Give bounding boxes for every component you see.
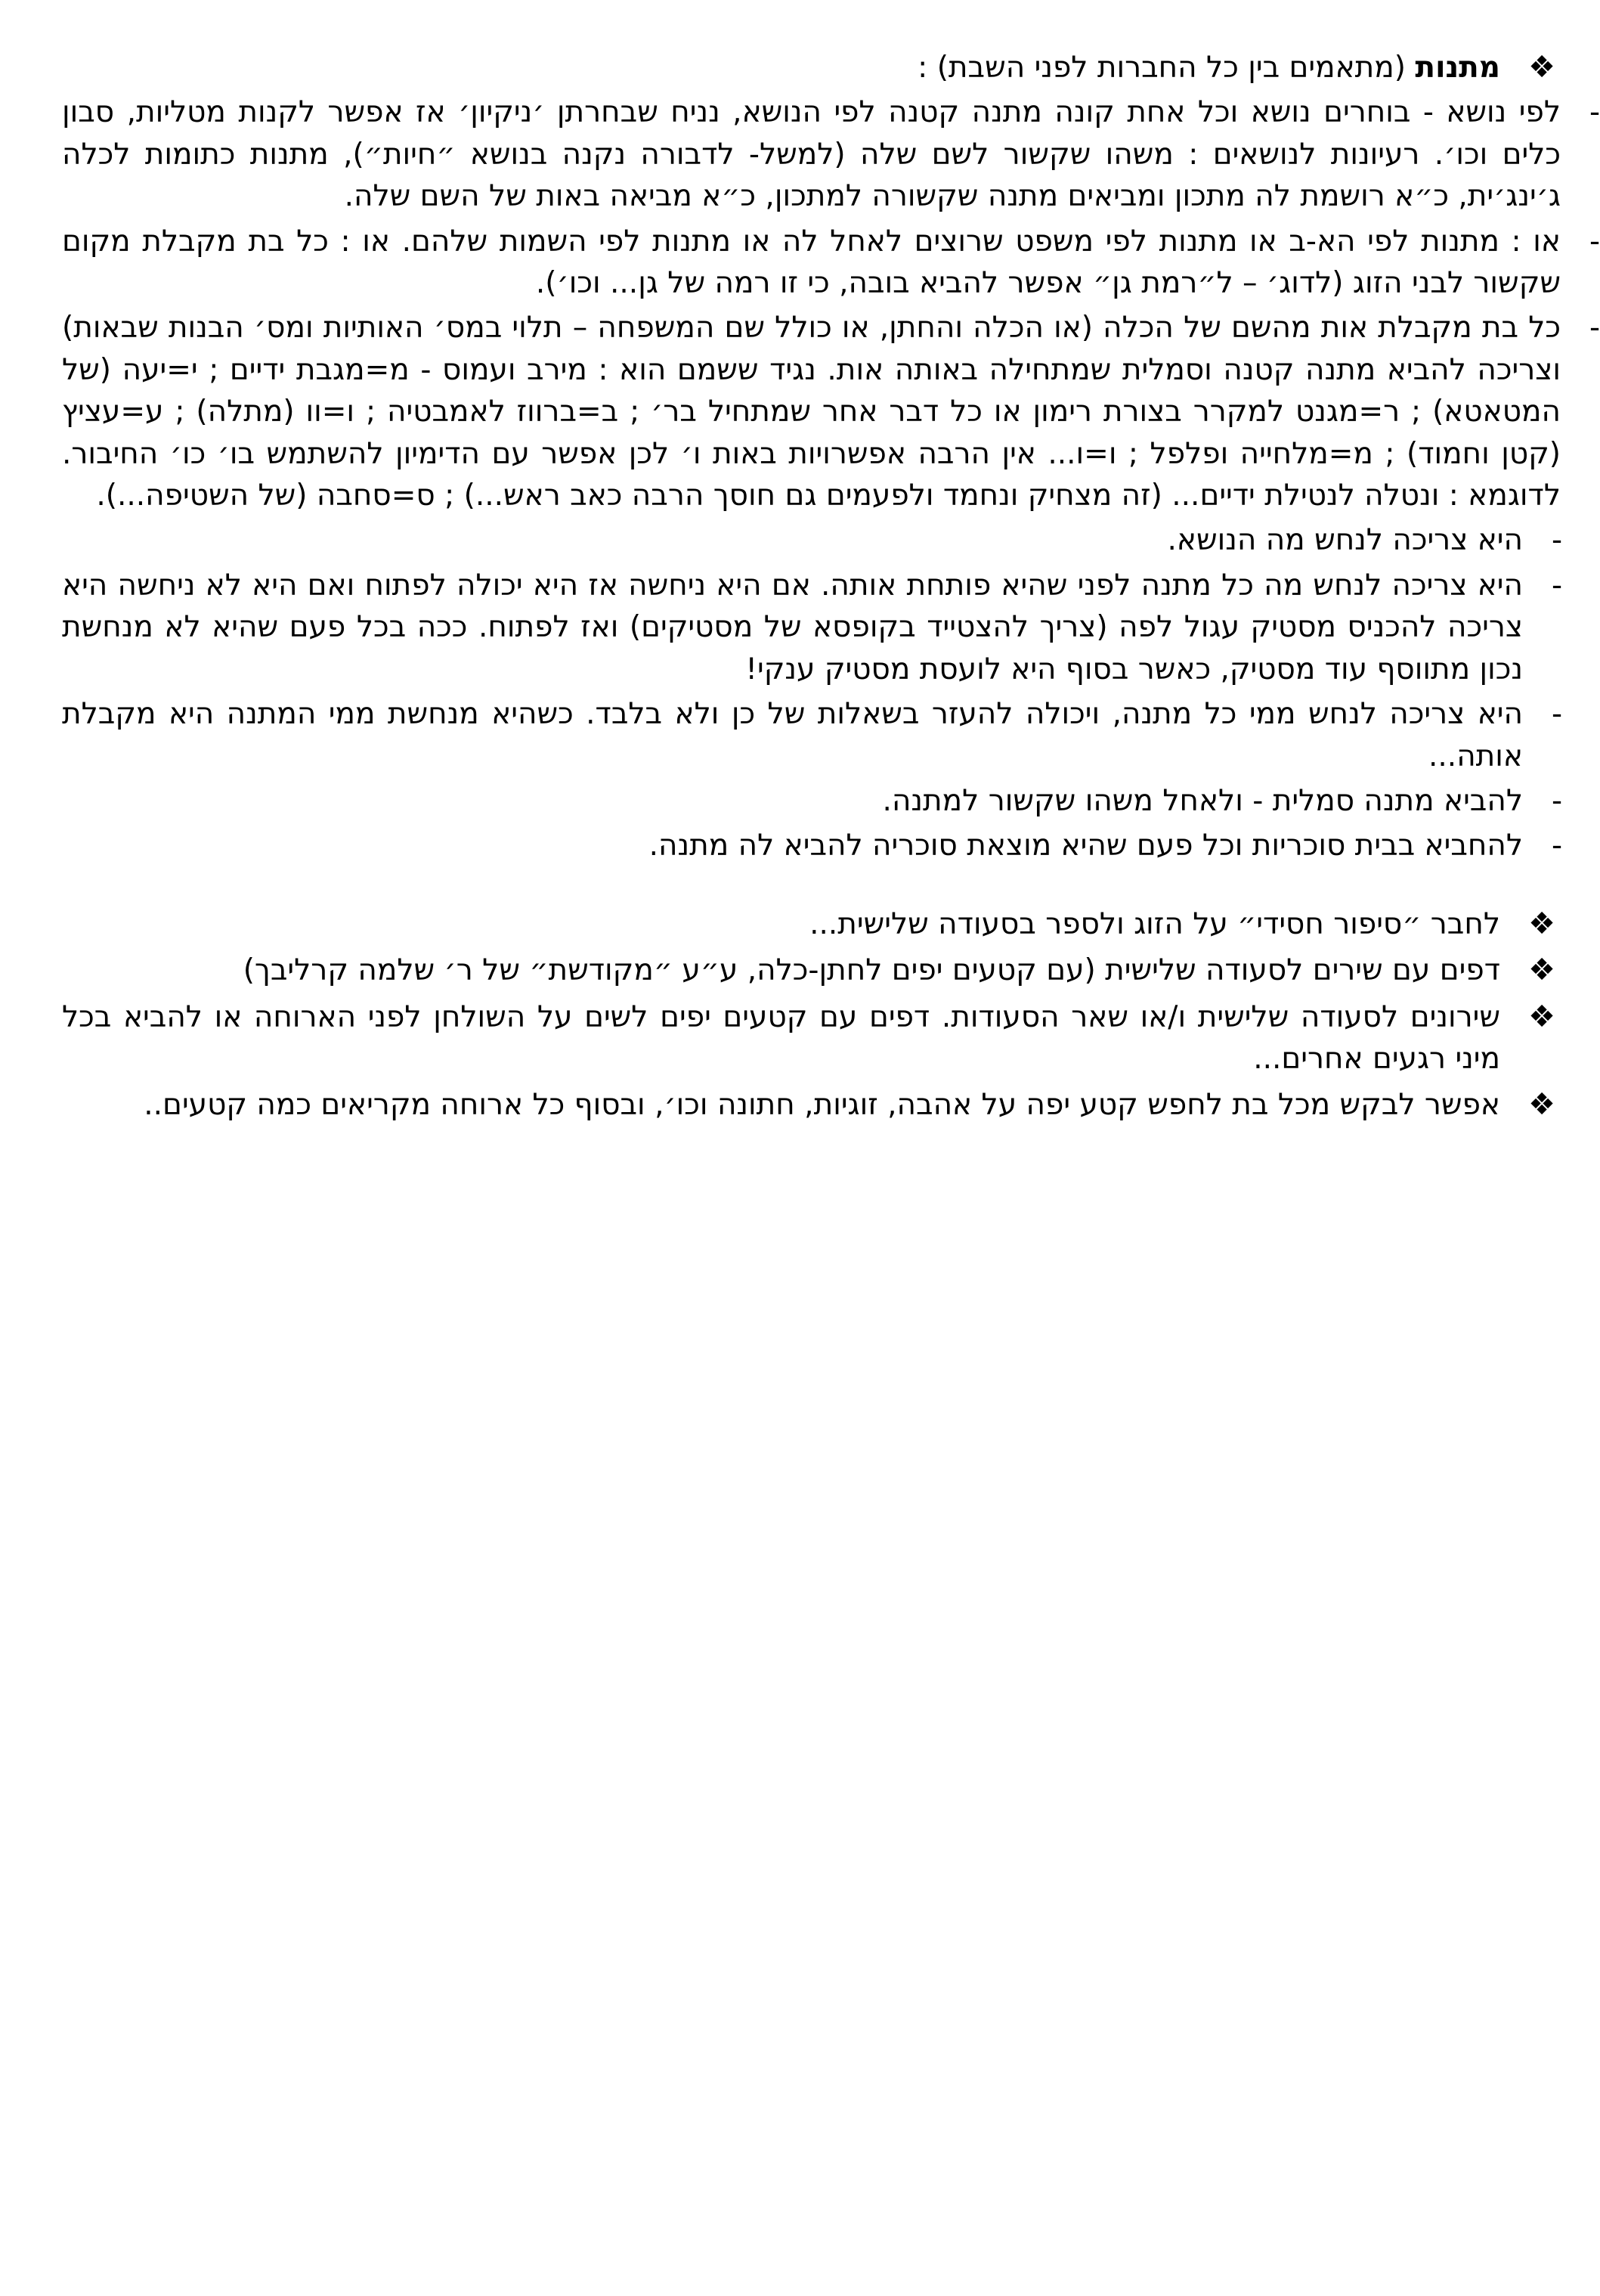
diamond-bullet-icon: ❖ bbox=[1528, 999, 1555, 1034]
dash-bullet-icon: - bbox=[1551, 568, 1563, 603]
song-pages-bullet bbox=[62, 950, 1561, 991]
sub-list-item-text: היא צריכה לנחש מה כל מתנה לפני שהיא פותחת אותה. אם היא ניחשה אז היא יכולה לפתוח ואם היא לא ניחשה היא צריכה להכניס מסטיק עגול לפה (צריך להצטייד בקופסא של מסטיקים) ואז לפתוח. ככה בכל פעם שהיא לא מנחשת נכון מתווסף עוד מסטיק, כאשר בסוף היא לועסת מסטיק ענקי! bbox=[62, 568, 1523, 686]
bullet-text: אפשר לבקש מכל בת לחפש קטע יפה על אהבה, זוגיות, חתונה וכו׳, ובסוף כל ארוחה מקריאים כמה קטעים.. bbox=[144, 1088, 1500, 1123]
story-bullet bbox=[62, 903, 1561, 945]
bullet-text: שירונים לסעודה שלישית ו/או שאר הסעודות. דפים עם קטעים יפים לשים על השולחן לפני הארוחה או להביא בכל מיני רגעים אחרים... bbox=[62, 999, 1500, 1076]
love-passages-bullet bbox=[62, 1084, 1561, 1126]
sub-list-item bbox=[62, 780, 1583, 822]
list-item-text: כל בת מקבלת אות מהשם של הכלה (או הכלה והחתן, או כולל שם המשפחה – תלוי במס׳ האותיות ומס׳ הבנות שבאות) וצריכה להביא מתנה קטנה וסמלית שמתחילה באותה אות. נגיד ששמם הוא : מירב ועמוס - מ=מגבת ידיים ; י=יעה (של המטאטא) ; ר=מגנט למקרר בצורת רימון או כל דבר אחר שמתחיל בר׳ ; ב=ברווז לאמבטיה ; ו=וו (מתלה) ; ע=עציץ (קטן וחמוד) ; מ=מלחייה ופלפל ; ו=ו... אין הרבה אפשרויות באות ו׳ לכן אפשר עם הדימיון להשתמש בו׳ כו׳ החיבור. לדוגמא : ונטלה לנטילת ידיים... (זה מצחיק ונחמד ולפעמים גם חוסך הרבה כאב ראש...) ; ס=סחבה (של השטיפה...). bbox=[62, 311, 1561, 513]
sub-list-item bbox=[62, 565, 1583, 690]
diamond-bullet-icon: ❖ bbox=[1528, 953, 1555, 988]
dash-bullet-icon: - bbox=[1589, 224, 1600, 259]
songbooks-bullet bbox=[62, 996, 1561, 1080]
list-item-text: או : מתנות לפי הא-ב או מתנות לפי משפט שרוצים לאחל לה או מתנות לפי השמות שלהם. או : כל בת מקבלת מקום שקשור לבני הזוג (לדוג׳ – ל״רמת גן״ אפשר להביא בובה, כי זו רמה של גן... וכו׳). bbox=[62, 224, 1561, 301]
list-item-text: לפי נושא - בוחרים נושא וכל אחת קונה מתנה קטנה לפי הנושא, נניח שבחרתן ׳ניקיון׳ אז אפשר לקנות מטליות, סבון כלים וכו׳. רעיונות לנושאים : משהו שקשור לשם שלה (למשל- לדבורה נקנה בנושא ״חיות״), מתנות כתומות לכלה ג׳ינג׳ית, כ״א רושמת לה מתכון ומביאים מתנה שקשורה למתכון, כ״א מביאה באות של השם שלה. bbox=[62, 95, 1561, 214]
gifts-title: מתנות bbox=[1415, 51, 1500, 85]
dash-bullet-icon: - bbox=[1551, 523, 1563, 558]
dash-bullet-icon: - bbox=[1589, 311, 1600, 345]
dash-bullet-icon: - bbox=[1551, 783, 1563, 818]
dash-bullet-icon: - bbox=[1589, 95, 1600, 130]
sub-list-item bbox=[62, 825, 1583, 866]
list-item bbox=[62, 307, 1600, 516]
diamond-bullet-icon: ❖ bbox=[1528, 50, 1555, 85]
sub-list-item bbox=[62, 519, 1583, 561]
document-content bbox=[62, 47, 1600, 1126]
sub-list-item-text: היא צריכה לנחש מה הנושא. bbox=[1167, 523, 1523, 558]
gifts-heading bbox=[62, 47, 1500, 88]
list-item bbox=[62, 91, 1600, 217]
list-item bbox=[62, 221, 1600, 305]
dash-bullet-icon: - bbox=[1551, 697, 1563, 732]
section-spacer bbox=[62, 867, 1561, 903]
sub-list-item-text: להביא מתנה סמלית - ולאחל משהו שקשור למתנה. bbox=[882, 783, 1523, 818]
sub-list-item-text: היא צריכה לנחש ממי כל מתנה, ויכולה להעזר בשאלות של כן ולא בלבד. כשהיא מנחשת ממי המתנה היא מקבלת אותה... bbox=[62, 697, 1523, 773]
gifts-list bbox=[62, 91, 1600, 866]
dash-bullet-icon: - bbox=[1551, 829, 1563, 863]
gifts-subtitle: (מתאמים בין כל החברות לפני השבת) : bbox=[918, 51, 1407, 85]
sub-list-item bbox=[62, 693, 1583, 777]
gifts-bullet bbox=[62, 47, 1561, 88]
bullet-text: דפים עם שירים לסעודה שלישית (עם קטעים יפים לחתן-כלה, ע״ע ״מקודשת״ של ר׳ שלמה קרליבך) bbox=[243, 953, 1500, 988]
diamond-bullet-icon: ❖ bbox=[1528, 906, 1555, 941]
diamond-bullet-icon: ❖ bbox=[1528, 1087, 1555, 1123]
bullet-text: לחבר ״סיפור חסידי״ על הזוג ולספר בסעודה שלישית... bbox=[809, 906, 1500, 941]
sub-list-item-text: להחביא בבית סוכריות וכל פעם שהיא מוצאת סוכריה להביא לה מתנה. bbox=[648, 829, 1523, 863]
